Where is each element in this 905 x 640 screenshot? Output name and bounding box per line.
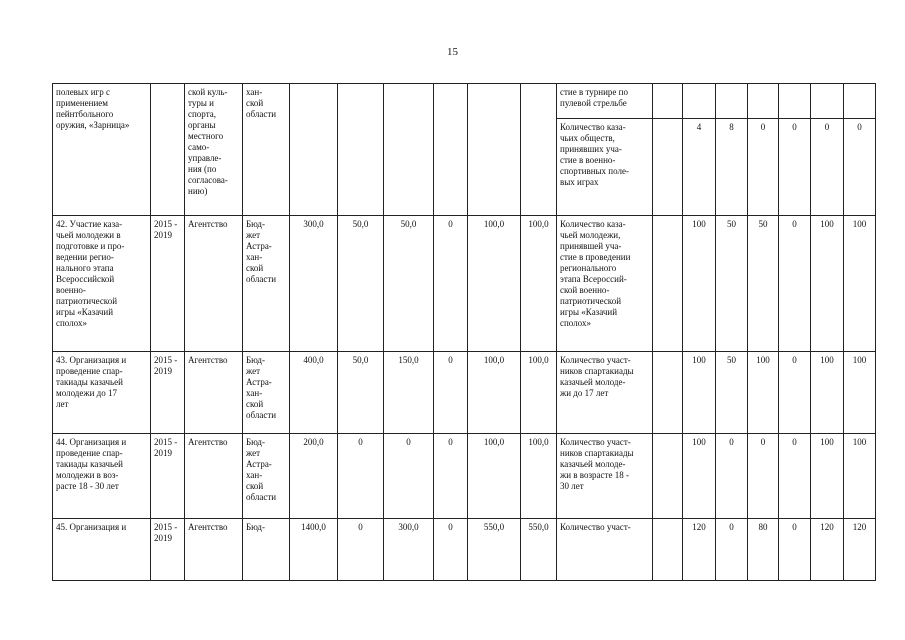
years-cell: 2015 - 2019 <box>151 433 185 518</box>
funding-source-cell: Бюд- <box>243 518 290 580</box>
funding-source-cell: Бюд- жет Астра- хан- ской области <box>243 433 290 518</box>
executor-cell: Агентство <box>185 518 243 580</box>
indicator-value: 4 <box>683 119 716 216</box>
activity-name: 44. Организация и проведение спар- такиады казачьей молодежи в воз- расте 18 - 30 лет <box>53 433 151 518</box>
year-2017-cell: 0 <box>434 518 468 580</box>
funding-source-cell: хан- ской области <box>243 84 290 216</box>
indicator-cell: Количество участ- ников спартакиады казачьей молоде- жи в возрасте 18 - 30 лет <box>557 433 653 518</box>
indicator-value: 100 <box>748 351 779 433</box>
year-2018-cell <box>468 84 521 216</box>
indicator-value: 100 <box>683 216 716 351</box>
year-2019-cell <box>521 84 557 216</box>
indicator-value <box>811 84 844 119</box>
indicator-cell: Количество каза- чьей молодежи, принявшей уча- стие в проведении регионального этапа Всероссий- ской военно- патриотической игры «Казачий сполох» <box>557 216 653 351</box>
indicator-value: 0 <box>716 433 748 518</box>
executor-cell: Агентство <box>185 216 243 351</box>
total-cell: 300,0 <box>290 216 338 351</box>
funding-source-cell: Бюд- жет Астра- хан- ской области <box>243 351 290 433</box>
table-row <box>53 84 876 119</box>
year-2015-cell: 50,0 <box>338 216 384 351</box>
activity-name: полевых игр с применением пейнтбольного оружия, «Зарница» <box>53 84 151 216</box>
unit-cell <box>653 433 683 518</box>
indicator-value: 8 <box>716 119 748 216</box>
indicator-cell: стие в турнире по пулевой стрельбе <box>557 84 653 119</box>
year-2015-cell: 50,0 <box>338 351 384 433</box>
year-2019-cell: 550,0 <box>521 518 557 580</box>
indicator-value: 120 <box>844 518 876 580</box>
unit-cell <box>653 216 683 351</box>
year-2015-cell <box>338 84 384 216</box>
indicator-value: 100 <box>811 216 844 351</box>
table-row <box>53 518 876 580</box>
indicator-value: 0 <box>844 119 876 216</box>
indicator-value <box>716 84 748 119</box>
years-cell: 2015 - 2019 <box>151 351 185 433</box>
year-2018-cell: 100,0 <box>468 433 521 518</box>
indicator-value: 0 <box>748 119 779 216</box>
year-2017-cell: 0 <box>434 216 468 351</box>
indicator-value: 0 <box>716 518 748 580</box>
table-row <box>53 351 876 433</box>
indicator-value: 50 <box>716 351 748 433</box>
indicator-value: 100 <box>683 433 716 518</box>
indicator-value: 80 <box>748 518 779 580</box>
total-cell: 200,0 <box>290 433 338 518</box>
indicator-value: 120 <box>811 518 844 580</box>
total-cell <box>290 84 338 216</box>
executor-cell: Агентство <box>185 433 243 518</box>
indicator-value: 50 <box>716 216 748 351</box>
year-2016-cell: 0 <box>384 433 434 518</box>
indicator-value <box>683 84 716 119</box>
year-2015-cell: 0 <box>338 518 384 580</box>
years-cell <box>151 84 185 216</box>
year-2019-cell: 100,0 <box>521 216 557 351</box>
unit-cell <box>653 518 683 580</box>
year-2017-cell: 0 <box>434 433 468 518</box>
indicator-value: 100 <box>844 351 876 433</box>
indicator-value: 50 <box>748 216 779 351</box>
year-2018-cell: 550,0 <box>468 518 521 580</box>
activity-name: 45. Организация и <box>53 518 151 580</box>
indicator-value: 100 <box>683 351 716 433</box>
year-2019-cell: 100,0 <box>521 351 557 433</box>
year-2018-cell: 100,0 <box>468 216 521 351</box>
indicator-cell: Количество каза- чьих обществ, принявших уча- стие в военно- спортивных поле- вых играх <box>557 119 653 216</box>
executor-cell: Агентство <box>185 351 243 433</box>
indicator-value: 0 <box>779 119 811 216</box>
year-2015-cell: 0 <box>338 433 384 518</box>
unit-cell <box>653 84 683 119</box>
indicator-value <box>779 84 811 119</box>
year-2017-cell: 0 <box>434 351 468 433</box>
indicator-value: 100 <box>811 351 844 433</box>
program-table <box>52 83 876 581</box>
year-2016-cell: 150,0 <box>384 351 434 433</box>
activity-name: 43. Организация и проведение спар- такиады казачьей молодежи до 17 лет <box>53 351 151 433</box>
executor-cell: ской куль- туры и спорта, органы местного само- управле- ния (по согласова- нию) <box>185 84 243 216</box>
years-cell: 2015 - 2019 <box>151 518 185 580</box>
year-2019-cell: 100,0 <box>521 433 557 518</box>
indicator-value: 0 <box>748 433 779 518</box>
total-cell: 1400,0 <box>290 518 338 580</box>
total-cell: 400,0 <box>290 351 338 433</box>
indicator-value: 100 <box>844 433 876 518</box>
indicator-value: 0 <box>779 216 811 351</box>
year-2016-cell <box>384 84 434 216</box>
unit-cell <box>653 351 683 433</box>
indicator-value: 100 <box>811 433 844 518</box>
page-number: 15 <box>447 46 458 58</box>
indicator-cell: Количество участ- <box>557 518 653 580</box>
indicator-value <box>748 84 779 119</box>
year-2018-cell: 100,0 <box>468 351 521 433</box>
activity-name: 42. Участие каза- чьей молодежи в подготовке и про- ведении регио- нального этапа Всероссийской военно- патриотической игры «Казачий сполох» <box>53 216 151 351</box>
indicator-value: 0 <box>779 518 811 580</box>
years-cell: 2015 - 2019 <box>151 216 185 351</box>
indicator-value: 100 <box>844 216 876 351</box>
indicator-value <box>844 84 876 119</box>
indicator-value: 120 <box>683 518 716 580</box>
indicator-value: 0 <box>779 433 811 518</box>
indicator-value: 0 <box>779 351 811 433</box>
table-row <box>53 433 876 518</box>
indicator-value: 0 <box>811 119 844 216</box>
year-2016-cell: 50,0 <box>384 216 434 351</box>
unit-cell <box>653 119 683 216</box>
year-2017-cell <box>434 84 468 216</box>
table-row <box>53 216 876 351</box>
funding-source-cell: Бюд- жет Астра- хан- ской области <box>243 216 290 351</box>
year-2016-cell: 300,0 <box>384 518 434 580</box>
indicator-cell: Количество участ- ников спартакиады казачьей молоде- жи до 17 лет <box>557 351 653 433</box>
